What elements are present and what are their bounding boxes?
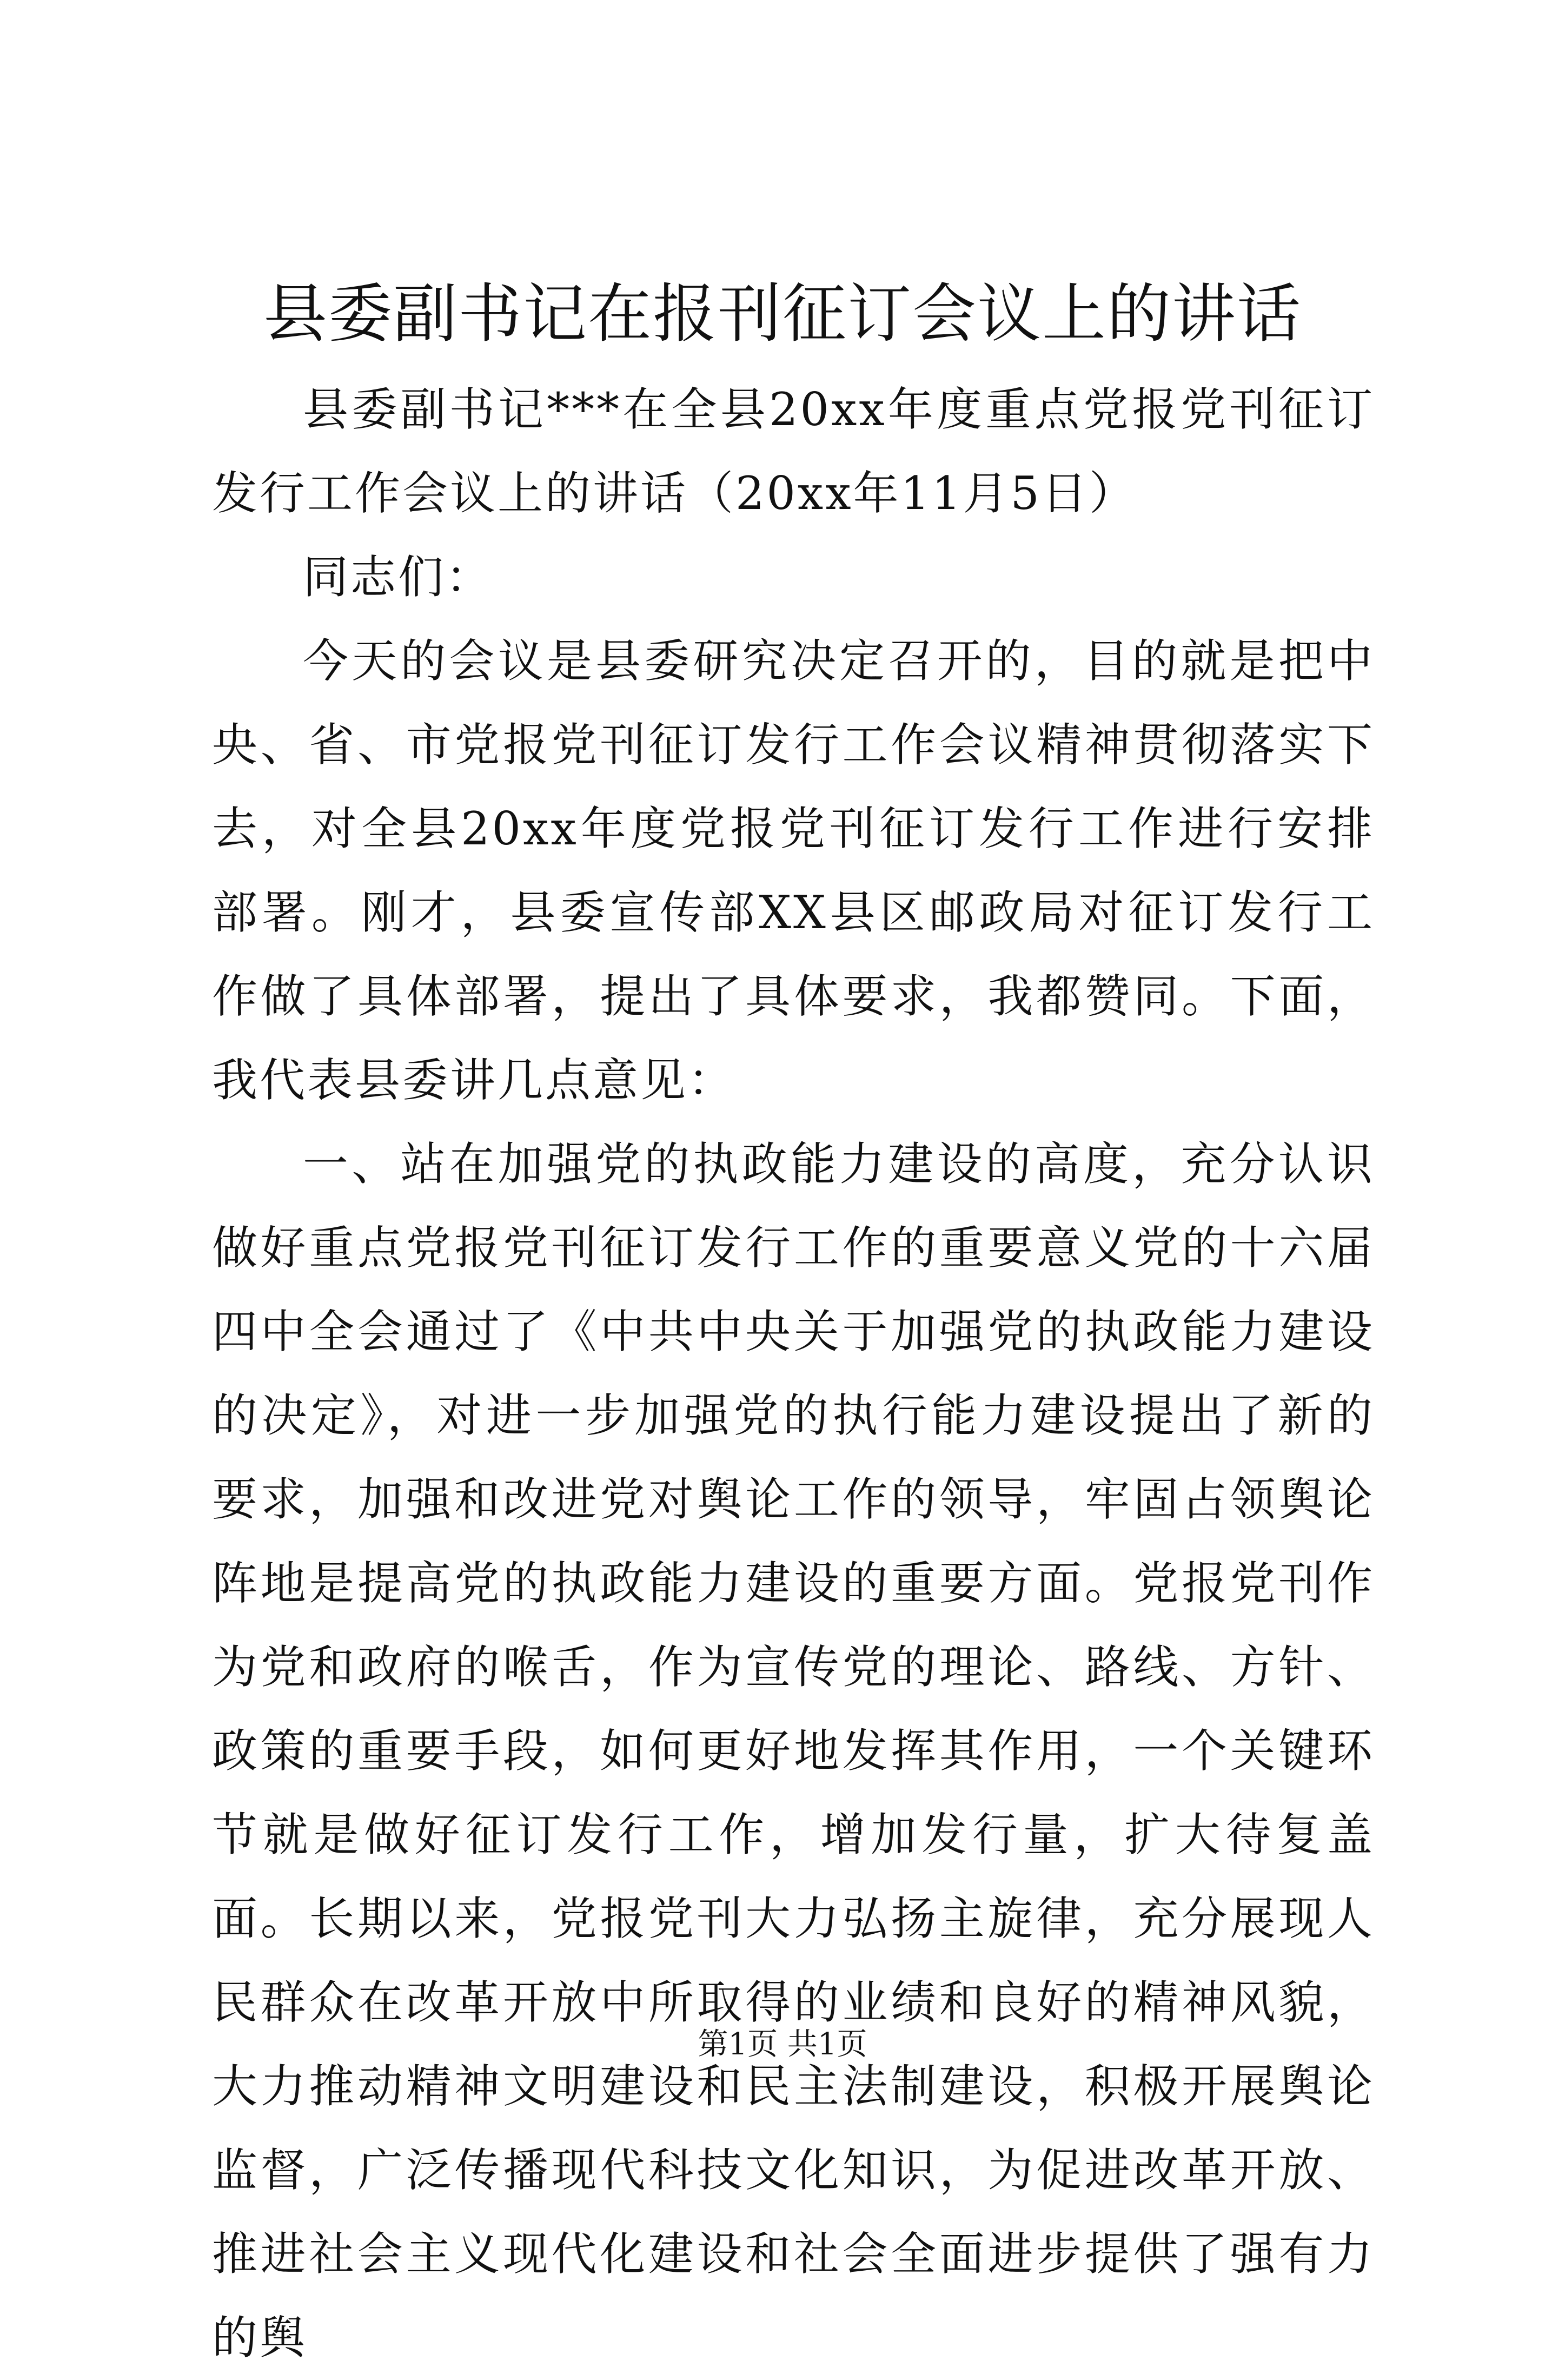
paragraph-section-one: 一、站在加强党的执政能力建设的高度，充分认识做好重点党报党刊征订发行工作的重要意义党的十六届四中全会通过了《中共中央关于加强党的执政能力建设的决定》，对进一步加强党的执行能力建设提出了新的要求，加强和改进党对舆论工作的领导，牢固占领舆论阵地是提高党的执政能力建设的重要方面。党报党刊作为党和政府的喉舌，作为宣传党的理论、路线、方针、政策的重要手段，如何更好地发挥其作用，一个关键环节就是做好征订发行工作，增加发行量，扩大待复盖面。长期以来，党报党刊大力弘扬主旋律，充分展现人民群众在改革开放中所取得的业绩和良好的精神风貌，大力推动精神文明建设和民主法制建设，积极开展舆论监督，广泛传播现代科技文化知识，为促进改革开放、推进社会主义现代化建设和社会全面进步提供了强有力的舆 bbox=[212, 1138, 1375, 2364]
document-body bbox=[212, 368, 1375, 2380]
paragraph-salutation: 同志们： bbox=[303, 551, 494, 604]
page-footer: 第1页 共1页 bbox=[698, 2027, 867, 2062]
paragraph-subtitle: 县委副书记***在全县20xx年度重点党报党刊征订发行工作会议上的讲话（20xx年11月5日） bbox=[212, 383, 1375, 520]
document-title: 县委副书记在报刊征订会议上的讲话 bbox=[263, 276, 1302, 351]
paragraph-intro: 今天的会议是县委研究决定召开的，目的就是把中央、省、市党报党刊征订发行工作会议精神贯彻落实下去，对全县20xx年度党报党刊征订发行工作进行安排部署。刚才，县委宣传部XX县区邮政局对征订发行工作做了具体部署，提出了具体要求，我都赞同。下面，我代表县委讲几点意见： bbox=[212, 634, 1375, 1107]
